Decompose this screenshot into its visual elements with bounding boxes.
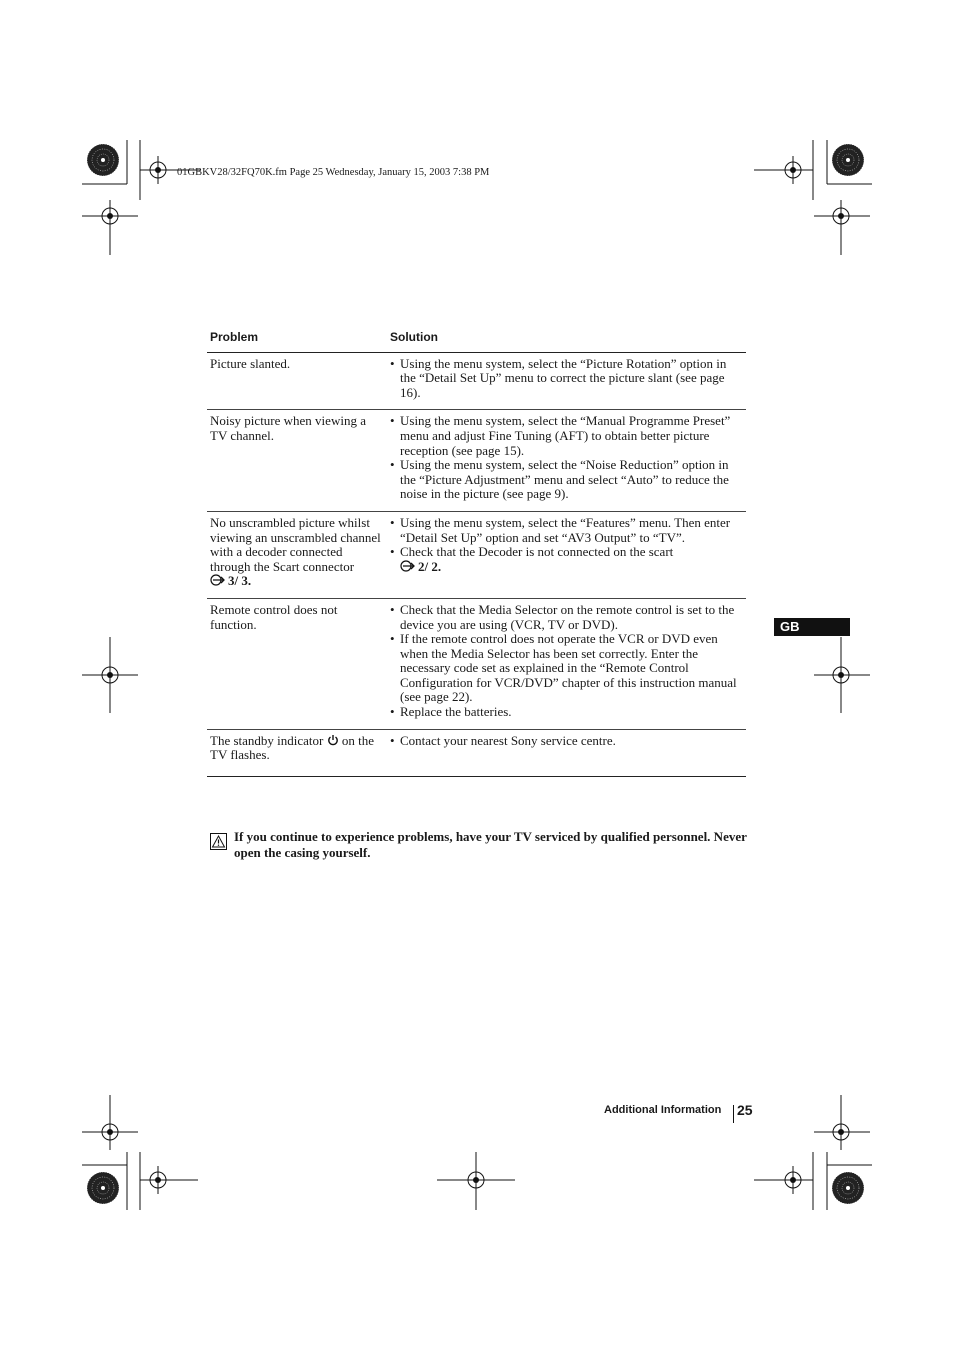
scart-connector-number: 2/ 2. <box>418 558 442 574</box>
scart-connector-number: 3/ 3. <box>228 573 252 589</box>
solution-cell <box>387 410 746 512</box>
table-row <box>207 352 746 410</box>
file-header: 01GBKV28/32FQ70K.fm Page 25 Wednesday, January 15, 2003 7:38 PM <box>177 167 490 178</box>
problem-text: No unscrambled picture whilst viewing an unscrambled channel with a decoder connected through the Scart connector <box>210 514 381 574</box>
solution-item: • Check that the Media Selector on the remote control is set to the device you are using (VCR, TV or DVD). <box>390 603 744 632</box>
column-header-problem: Problem <box>207 325 387 352</box>
solution-item: • Using the menu system, select the “Features” menu. Then enter “Detail Set Up” option and set “AV3 Output” to “TV”. <box>390 516 744 545</box>
warning-text: If you continue to experience problems, have your TV serviced by qualified personnel. Never open the casing yourself. <box>234 829 747 860</box>
solution-item: • Using the menu system, select the “Picture Rotation” option in the “Detail Set Up” menu to correct the picture slant (see page 16). <box>390 357 744 401</box>
registration-mark-icon <box>87 144 119 176</box>
problem-cell: Picture slanted. <box>207 352 387 410</box>
solution-item: • Using the menu system, select the “Noise Reduction” option in the “Picture Adjustment” menu and select “Auto” to reduce the noise in the picture (see page 9). <box>390 458 744 502</box>
solution-item: • Using the menu system, select the “Manual Programme Preset” menu and adjust Fine Tuning (AFT) to obtain better picture reception (see page 15). <box>390 414 744 458</box>
table-row <box>207 511 746 598</box>
page-number: 25 <box>737 1102 753 1118</box>
registration-mark-icon <box>832 144 864 176</box>
standby-icon <box>327 734 339 746</box>
footer-divider <box>733 1105 734 1123</box>
warning-icon <box>210 833 227 850</box>
problem-cell: The standby indicator on the TV flashes. <box>207 729 387 776</box>
scart-input-icon <box>210 574 228 586</box>
problem-cell: Noisy picture when viewing a TV channel. <box>207 410 387 512</box>
language-tab: GB <box>774 618 850 636</box>
footer-section-title: Additional Information <box>604 1104 722 1116</box>
table-row <box>207 410 746 512</box>
solution-cell <box>387 511 746 598</box>
solution-cell <box>387 729 746 776</box>
table-row <box>207 729 746 776</box>
troubleshooting-table <box>207 325 746 777</box>
solution-cell <box>387 598 746 729</box>
solution-item: • Contact your nearest Sony service centre. <box>390 734 744 749</box>
scart-connector-label <box>400 559 441 574</box>
registration-mark-icon <box>832 1172 864 1204</box>
scart-connector-label <box>210 573 251 588</box>
registration-mark-icon <box>87 1172 119 1204</box>
solution-item: • Check that the Decoder is not connected on the scart 2/ 2. <box>390 545 744 574</box>
column-header-solution: Solution <box>387 325 746 352</box>
table-header-row <box>207 325 746 352</box>
scart-output-icon <box>400 560 418 572</box>
problem-cell: Remote control does not function. <box>207 598 387 729</box>
solution-cell <box>387 352 746 410</box>
solution-item: • If the remote control does not operate the VCR or DVD even when the Media Selector has been set correctly. Enter the necessary code set as explained in the “Remote Control Configuration for VCR/DVD” chapter of this instruction manual (see page 22). <box>390 632 744 705</box>
table-row <box>207 598 746 729</box>
solution-item: • Replace the batteries. <box>390 705 744 720</box>
problem-cell <box>207 511 387 598</box>
